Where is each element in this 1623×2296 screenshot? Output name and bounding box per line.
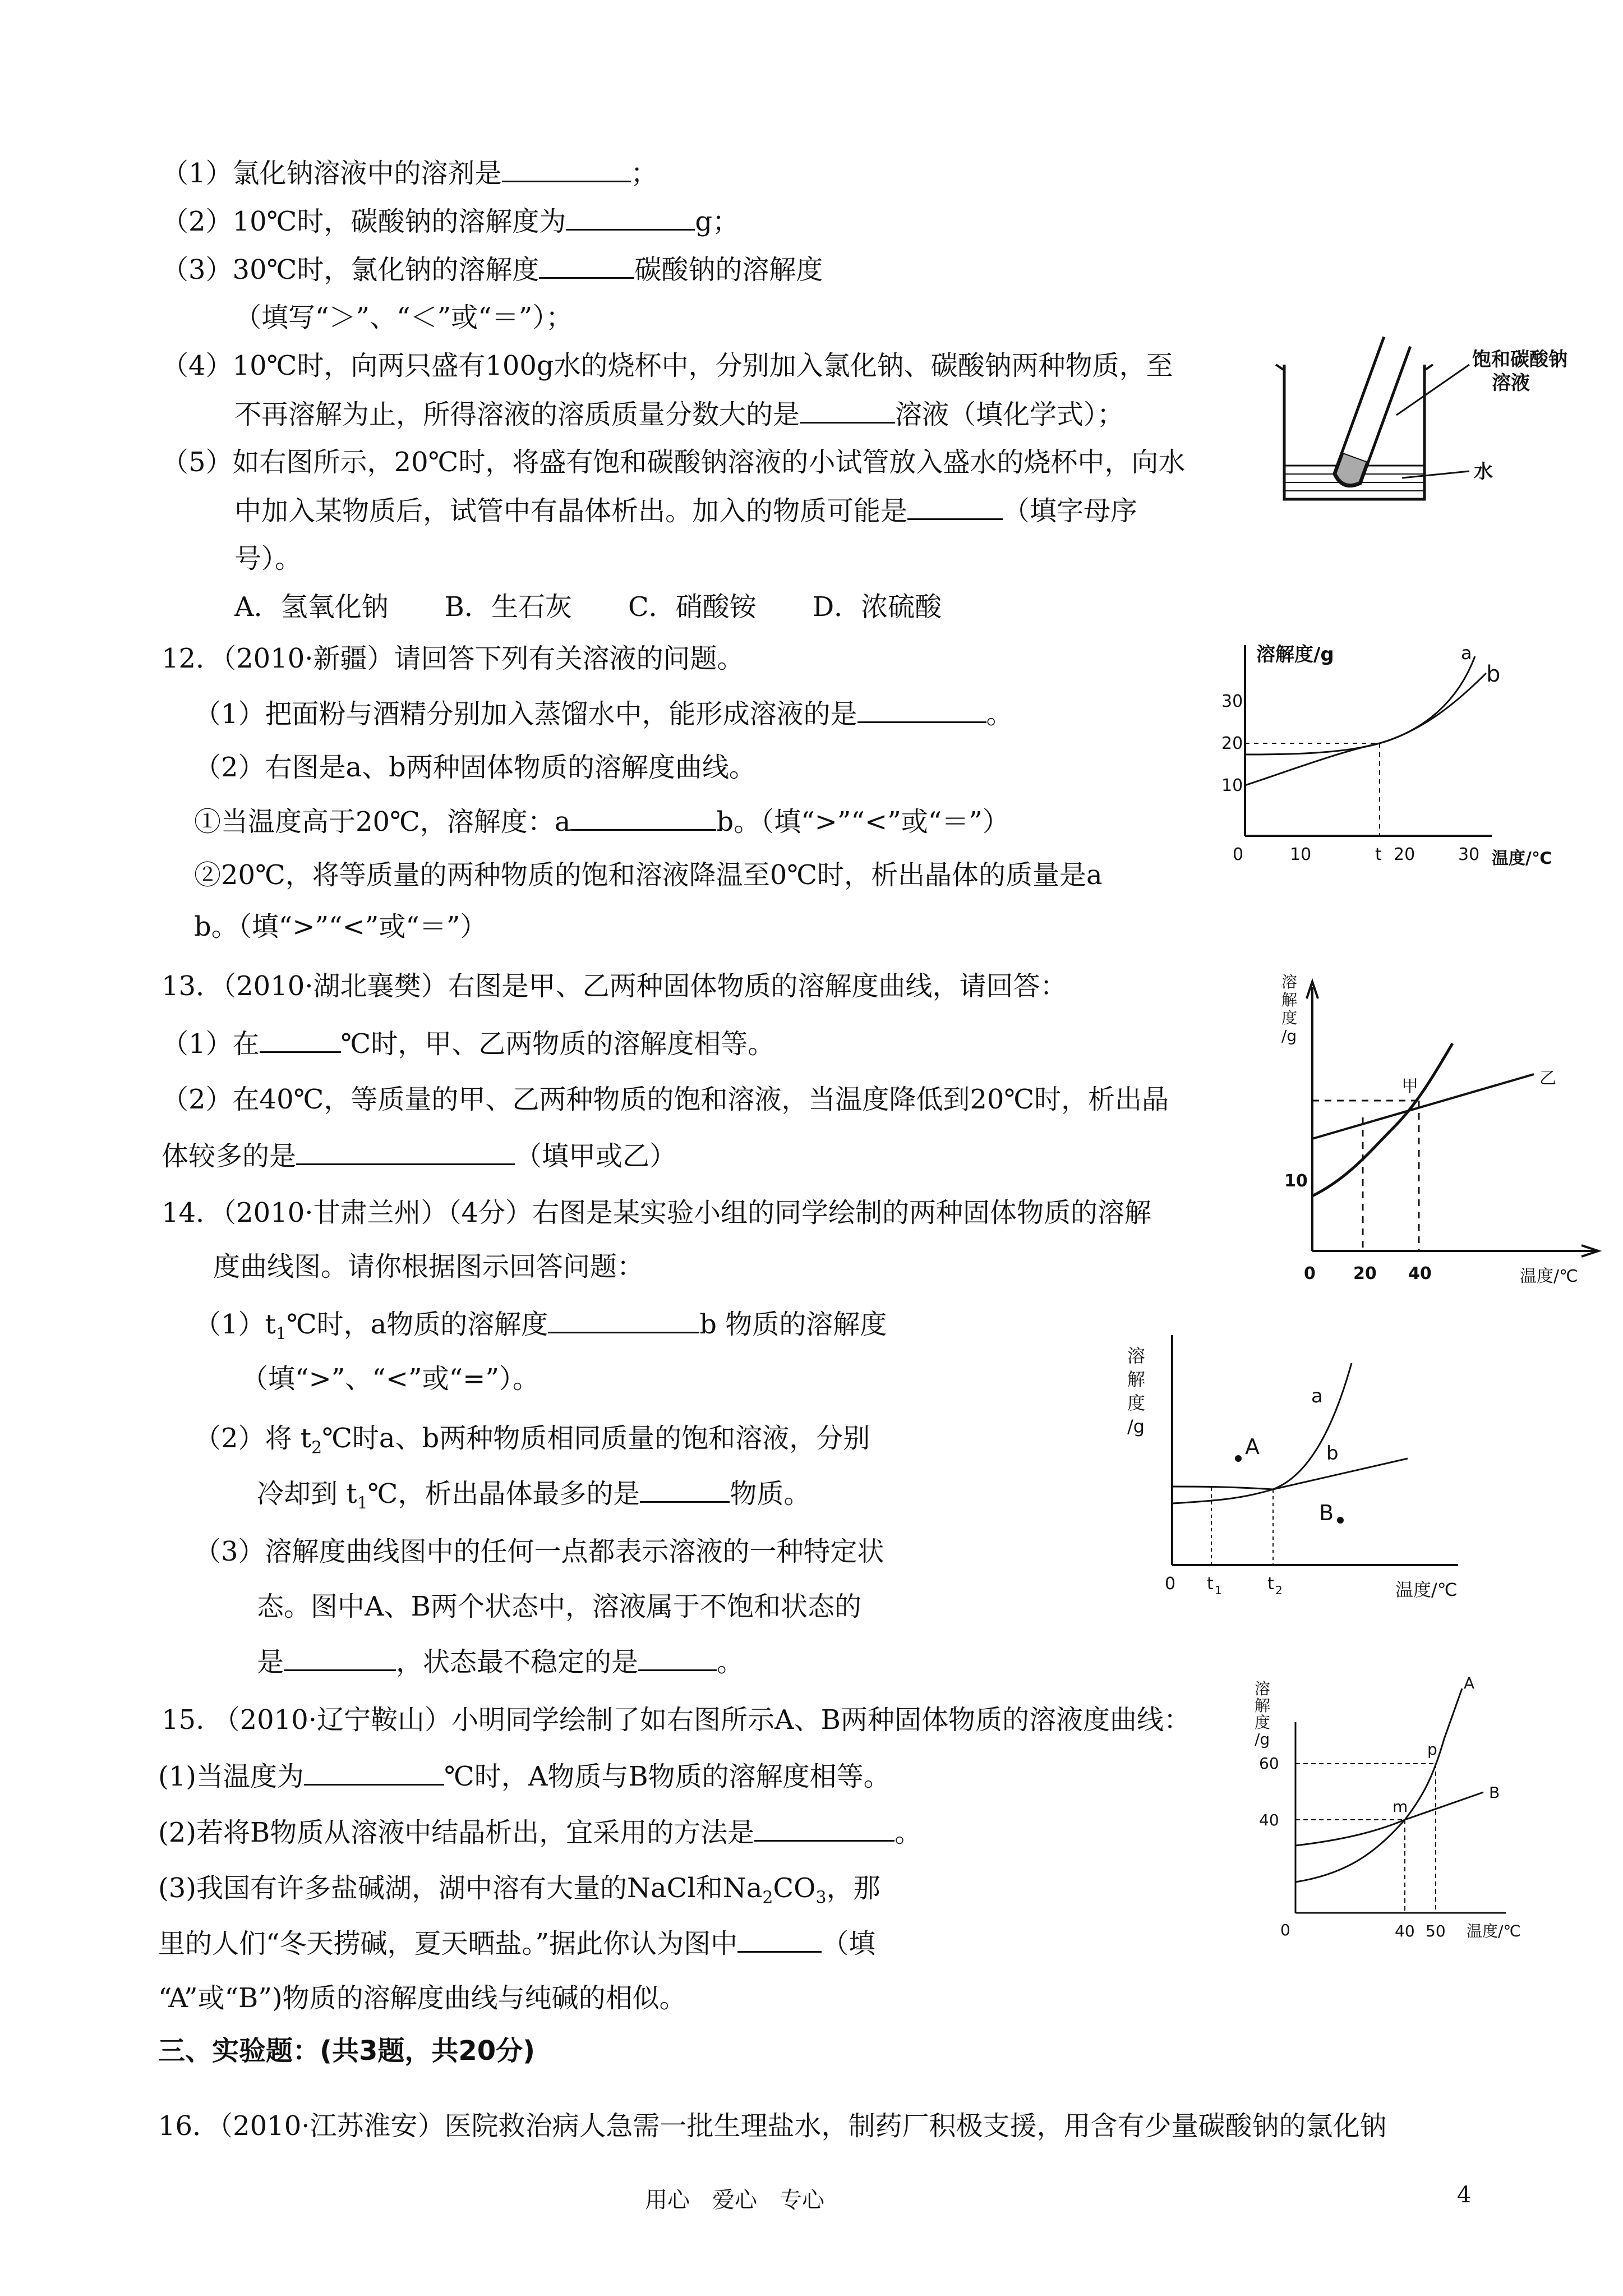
y-tick-label: 20 (1221, 734, 1243, 753)
section-heading-experiments: 三、实验题：(共3题，共20分) (158, 2035, 536, 2067)
curve-a (1295, 1688, 1462, 1882)
q15-part3c: “A”或“B”)物质的溶解度曲线与纯碱的相似。 (158, 1982, 686, 2014)
x-tick-label: 0 (1233, 845, 1244, 864)
q15-solubility-chart (1242, 1677, 1601, 1947)
curve-jia (1312, 1043, 1453, 1196)
q12-part1: （1）把面粉与酒精分别加入蒸馏水中，能形成溶液的是 。 (194, 697, 1013, 731)
x-tick-label: 40 (1395, 1922, 1415, 1940)
point-b-label: B (1319, 1501, 1334, 1525)
option-b[interactable]: B．生石灰 (444, 591, 572, 623)
answer-blank[interactable] (548, 1307, 699, 1333)
answer-blank[interactable] (284, 1645, 396, 1671)
q11-part5-line1: （5）如右图所示，20℃时，将盛有饱和碳酸钠溶液的小试管放入盛水的烧杯中，向水 (162, 447, 1186, 478)
q13-solubility-chart (1265, 965, 1607, 1290)
q14-part2: （2）将 $t_2℃$时a、b两种物质相同质量的饱和溶液，分别 (194, 1423, 870, 1458)
answer-blank[interactable] (800, 397, 895, 424)
q11-part4-line2: 不再溶解为止，所得溶液的溶质质量分数大的是 溶液（填化学式）； (234, 397, 1124, 431)
q11-part1: （1）氯化钠溶液中的溶剂是 ； (162, 156, 658, 190)
curve-yi (1312, 1074, 1534, 1139)
y-axis-label: 溶 (1127, 1345, 1146, 1366)
series-label-a: A (1464, 1677, 1475, 1692)
x-tick-label: 20 (1394, 845, 1415, 864)
series-label-b: b (1486, 661, 1501, 687)
answer-blank[interactable] (570, 804, 716, 831)
x-tick-label: 1 (1215, 1584, 1222, 1597)
q11-part3: （3）30℃时，氯化钠的溶解度 碳酸钠的溶解度 (162, 252, 823, 287)
answer-blank[interactable] (539, 252, 634, 279)
q15-part1: (1)当温度为 ℃时，A物质与B物质的溶解度相等。 (158, 1759, 891, 1793)
curve-b (1295, 1792, 1483, 1846)
y-tick-label: 30 (1221, 692, 1243, 711)
y-tick-label: 60 (1259, 1754, 1279, 1773)
option-a[interactable]: A．氢氧化钠 (234, 591, 389, 623)
x-tick-label: 50 (1426, 1922, 1446, 1940)
series-label-b: b (1326, 1442, 1339, 1465)
q12-heading: 12．（2010·新疆）请回答下列有关溶液的问题。 (162, 643, 744, 674)
x-tick-label: 0 (1165, 1574, 1176, 1594)
curve-a (1172, 1363, 1352, 1503)
y-axis-label: 解 (1255, 1696, 1271, 1715)
y-axis-label: /g (1127, 1416, 1145, 1437)
q14-solubility-chart (1110, 1329, 1492, 1604)
answer-blank[interactable] (260, 1027, 341, 1053)
x-axis-label: 温度/℃ (1395, 1579, 1458, 1600)
y-axis-label: 度 (1127, 1392, 1146, 1414)
q14-part3: （3）溶解度曲线图中的任何一点都表示溶液的一种特定状 (194, 1536, 884, 1567)
q12-part2-2b: b。（填“>”“<”或“＝”） (194, 911, 487, 942)
x-axis-label: 温度/℃ (1492, 849, 1552, 868)
q14-part1: $(1)t_1℃$时，a物质的溶解度 b 物质的溶解度 (194, 1307, 887, 1351)
y-axis-label: 解 (1281, 991, 1298, 1009)
q11-part5-line3: 号）。 (234, 543, 302, 574)
x-axis-label: 温度/℃ (1520, 1267, 1578, 1286)
answer-blank[interactable] (296, 1139, 515, 1165)
q11-part4-line1: （4）10℃时，向两只盛有100g水的烧杯中，分别加入氯化钠、碳酸钠两种物质，至 (162, 350, 1173, 381)
q14-part3c: 是 ，状态最不稳定的是 。 (257, 1645, 744, 1679)
q13-part2b: 体较多的是 （填甲或乙） (162, 1139, 676, 1173)
x-tick-label: 30 (1458, 845, 1480, 864)
q15-part2: (2)若将B物质从溶液中结晶析出，宜采用的方法是 。 (158, 1815, 921, 1849)
answer-blank[interactable] (737, 1926, 822, 1953)
answer-blank[interactable] (566, 204, 695, 231)
answer-blank[interactable] (640, 1476, 730, 1503)
y-tick-label: 10 (1221, 776, 1243, 795)
answer-blank[interactable] (857, 697, 986, 723)
x-tick-label: 20 (1353, 1264, 1377, 1283)
beaker-label-solution: 饱和碳酸钠 (1472, 348, 1567, 371)
q14-part1-hint: （填“>”、“<”或“=”）。 (241, 1363, 540, 1395)
y-axis-label: /g (1281, 1027, 1297, 1045)
answer-blank[interactable] (907, 494, 1003, 520)
answer-blank[interactable] (502, 156, 631, 182)
beaker-label-solution-2: 溶液 (1492, 372, 1530, 394)
q11-part3-hint: （填写“＞”、“＜”或“＝”）； (234, 302, 573, 333)
option-c[interactable]: C．硝酸铵 (628, 591, 757, 623)
answer-blank[interactable] (638, 1645, 717, 1671)
q12-part2-2: ②20℃，将等质量的两种物质的饱和溶液降温至0℃时，析出晶体的质量是a (194, 859, 1103, 891)
q11-options (234, 590, 942, 624)
q13-part2: （2）在40℃，等质量的甲、乙两种物质的饱和溶液，当温度降低到20℃时，析出晶 (162, 1084, 1169, 1115)
series-label-a: a (1461, 642, 1472, 664)
series-label-yi: 乙 (1539, 1069, 1556, 1088)
q16-heading: 16．（2010·江苏淮安）医院救治病人急需一批生理盐水，制药厂积极支援，用含有少量碳酸钠的氯化钠 (158, 2110, 1387, 2142)
answer-blank[interactable] (754, 1815, 895, 1842)
beaker-figure (1262, 331, 1581, 516)
series-label-b: B (1489, 1783, 1500, 1802)
point-m-label: m (1393, 1797, 1408, 1816)
point-p-label: p (1427, 1740, 1437, 1759)
curve-b (1172, 1458, 1408, 1489)
y-axis-label: 度 (1255, 1713, 1271, 1732)
q12-solubility-chart (1211, 634, 1581, 869)
y-axis-label: 溶 (1281, 973, 1298, 991)
x-tick-label: 40 (1408, 1264, 1432, 1283)
series-label-jia: 甲 (1401, 1076, 1418, 1096)
page-number: 4 (1457, 2182, 1472, 2208)
y-axis-label: 溶解度/g (1256, 643, 1334, 666)
y-axis-label: 解 (1127, 1369, 1146, 1390)
q14-part3b: 态。图中A、B两个状态中，溶液属于不饱和状态的 (257, 1591, 861, 1622)
q15-heading: 15. （2010·辽宁鞍山）小明同学绘制了如右图所示A、B两种固体物质的溶液度曲线： (162, 1704, 1191, 1736)
q13-part1: （1）在 ℃时，甲、乙两物质的溶解度相等。 (162, 1027, 774, 1061)
x-tick-label: t (1375, 845, 1382, 864)
beaker-label-water: 水 (1474, 461, 1493, 483)
x-tick-label: 0 (1280, 1921, 1290, 1939)
q11-part5-line2: 中加入某物质后，试管中有晶体析出。加入的物质可能是 （填字母序 (234, 494, 1137, 528)
answer-blank[interactable] (304, 1759, 444, 1786)
q12-part2-1: ①当温度高于20℃，溶解度：a b。（填“>”“<”或“＝”） (194, 804, 1009, 839)
y-tick-label: 10 (1284, 1171, 1308, 1191)
y-axis-label: 溶 (1255, 1680, 1271, 1698)
x-tick-label: t (1267, 1574, 1274, 1594)
x-axis-label: 温度/℃ (1467, 1922, 1521, 1940)
page-footer: 用心 爱心 专心 (645, 2187, 824, 2213)
option-d[interactable]: D．浓硫酸 (812, 591, 942, 623)
q15-part3: (3)我国有许多盐碱湖，湖中溶有大量的NaCl和$Na_2CO_3$，那 (158, 1872, 880, 1908)
point-a-marker (1235, 1455, 1242, 1462)
curve-b (1245, 673, 1486, 785)
q14-heading: 14．（2010·甘肃兰州）（4分）右图是某实验小组的同学绘制的两种固体物质的溶解 (162, 1197, 1152, 1228)
point-a-label: A (1245, 1434, 1260, 1459)
series-label-a: a (1311, 1385, 1323, 1407)
x-tick-label: 0 (1304, 1264, 1316, 1283)
x-tick-label: 2 (1275, 1584, 1283, 1597)
q14-heading-2: 度曲线图。请你根据图示回答问题： (213, 1251, 644, 1282)
x-tick-label: t (1207, 1574, 1214, 1594)
q13-heading: 13．（2010·湖北襄樊）右图是甲、乙两种固体物质的溶解度曲线，请回答： (162, 970, 1067, 1002)
q14-part2b: 冷却到 $t_1℃$，析出晶体最多的是 物质。 (257, 1476, 810, 1521)
x-tick-label: 10 (1290, 845, 1312, 864)
curve-a (1245, 656, 1475, 754)
q15-part3b: 里的人们“冬天捞碱，夏天晒盐。”据此你认为图中 （填 (158, 1926, 875, 1961)
q12-part2: （2）右图是a、b两种固体物质的溶解度曲线。 (194, 752, 756, 783)
point-b-marker (1337, 1517, 1344, 1524)
y-axis-label: /g (1255, 1730, 1270, 1749)
q11-part2: （2）10℃时，碳酸钠的溶解度为 g； (162, 204, 739, 238)
y-axis-label: 度 (1281, 1009, 1298, 1027)
y-tick-label: 40 (1259, 1811, 1279, 1829)
